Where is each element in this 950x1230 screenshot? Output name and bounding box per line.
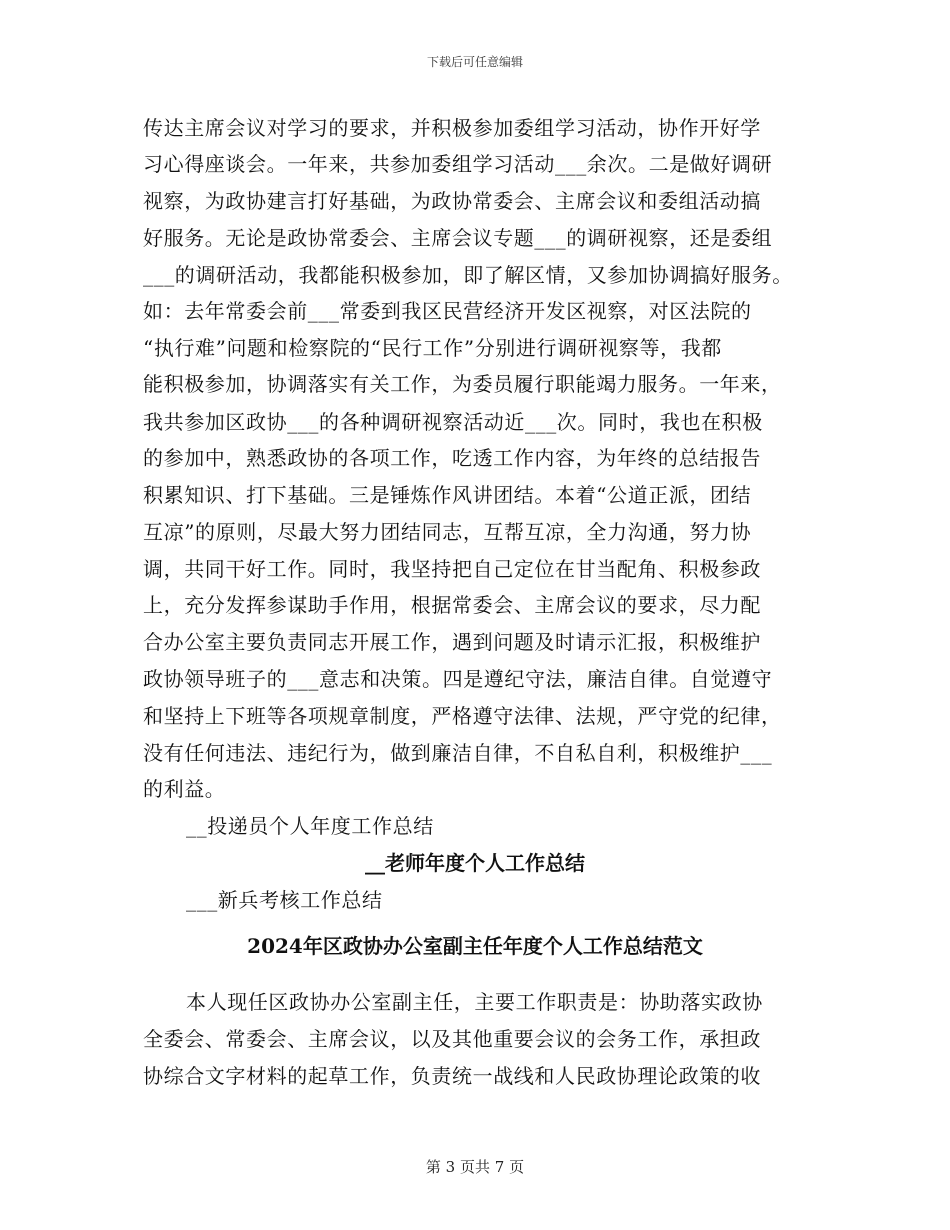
body-line: 传达主席会议对学习的要求，并积极参加委组学习活动，协作开好学 — [143, 116, 761, 140]
body-line: 本人现任区政协办公室副主任，主要工作职责是：协助落实政协 — [186, 990, 763, 1014]
body-line: 积累知识、打下基础。三是锤炼作风讲团结。本着“公道正派，团结 — [143, 483, 752, 507]
body-line: 全委会、常委会、主席会议，以及其他重要会议的会务工作，承担政 — [143, 1027, 761, 1051]
section-heading: __老师年度个人工作总结 — [365, 851, 585, 875]
body-line: 协综合文字材料的起草工作，负责统一战线和人民政协理论政策的收 — [143, 1064, 761, 1088]
body-line: 的参加中，熟悉政协的各项工作，吃透工作内容，为年终的总结报告 — [143, 446, 761, 470]
body-line: 调，共同干好工作。同时，我坚持把自己定位在甘当配角、积极参政 — [143, 557, 761, 581]
body-line: 互凉”的原则，尽最大努力团结同志，互帮互凉，全力沟通，努力协 — [143, 520, 752, 544]
related-article-link[interactable]: __投递员个人年度工作总结 — [186, 814, 434, 838]
body-line: “执行难”问题和检察院的“民行工作”分别进行调研视察等，我都 — [143, 336, 722, 360]
body-line: 合办公室主要负责同志开展工作，遇到问题及时请示汇报，积极维护 — [143, 630, 761, 654]
body-line: 和坚持上下班等各项规章制度，严格遵守法律、法规，严守党的纪律， — [143, 704, 782, 728]
page-header: 下载后可任意编辑 — [426, 55, 523, 69]
body-line: 我共参加区政协___的各种调研视察活动近___次。同时，我也在积极 — [143, 410, 763, 434]
body-line: 上，充分发挥参谋助手作用，根据常委会、主席会议的要求，尽力配 — [143, 593, 761, 617]
body-line: 政协领导班子的___意志和决策。四是遵纪守法，廉洁自律。自觉遵守 — [143, 667, 773, 691]
body-line: 如：去年常委会前___常委到我区民营经济开发区视察，对区法院的 — [143, 299, 752, 323]
article-title: 2024年区政协办公室副主任年度个人工作总结范文 — [247, 934, 703, 958]
body-line: 习心得座谈会。一年来，共参加委组学习活动___余次。二是做好调研 — [143, 152, 773, 176]
body-line: ___的调研活动，我都能积极参加，即了解区情，又参加协调搞好服务。 — [143, 263, 793, 287]
body-line: 好服务。无论是政协常委会、主席会议专题___的调研视察，还是委组 — [143, 226, 773, 250]
related-article-link[interactable]: ___新兵考核工作总结 — [186, 888, 383, 912]
body-line: 能积极参加，协调落实有关工作，为委员履行职能竭力服务。一年来， — [143, 372, 782, 396]
body-line: 没有任何违法、违纪行为，做到廉洁自律，不自私自利，积极维护___ — [143, 741, 773, 765]
body-line: 的利益。 — [143, 777, 226, 801]
page-number: 第 3 页共 7 页 — [425, 1158, 525, 1176]
body-line: 视察，为政协建言打好基础，为政协常委会、主席会议和委组活动搞 — [143, 189, 761, 213]
